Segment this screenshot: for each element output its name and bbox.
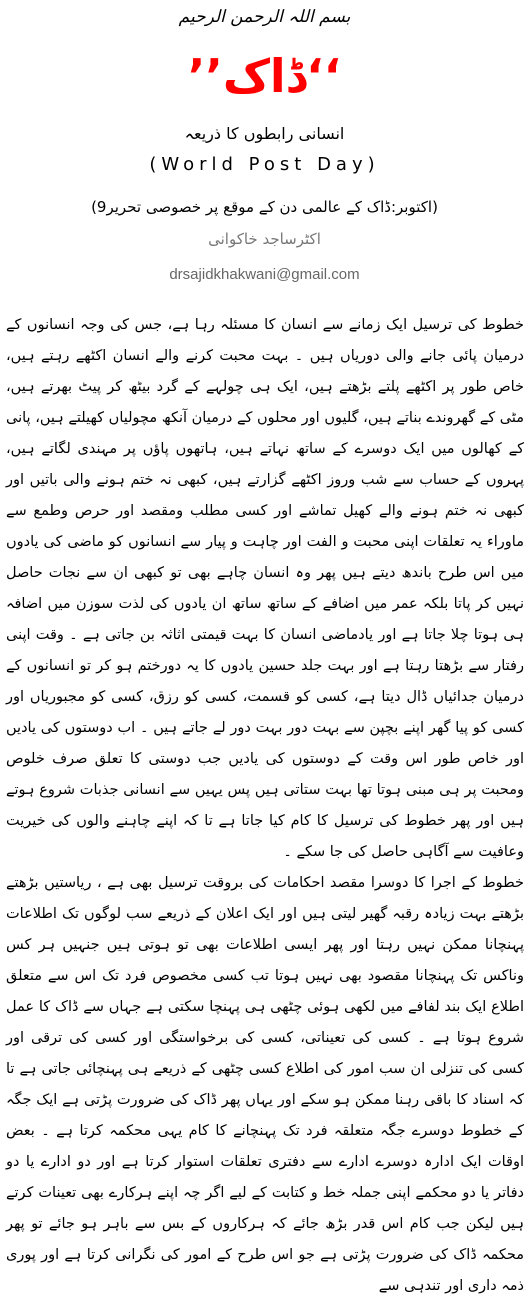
author-name: اکٹرساجد خاکوانی [208,230,321,248]
author-email[interactable]: drsajidkhakwani@gmail.com [169,266,360,283]
english-title: (World Post Day) [149,154,380,175]
article-paragraph: خطوط کی ترسیل ایک زمانے سے انسان کا مسئلہ رہا ہے، جس کی وجہ انسانوں کے درمیان پائی جانے والی دوریاں ہیں ۔ بہت محبت کرنے والے انسان اکٹھے رہتے ہیں، خاص طور پر اکٹھے پلتے بڑھتے ہیں، ایک ہی چولہے کے گرد بیٹھ کر پیٹ بھرتے ہیں، مٹی کے گھروندے بناتے ہیں، گلیوں اور محلوں کے درمیان آنکھ مچولیاں کھیلتے ہیں، پانی کے کھالوں میں ایک دوسرے کے ساتھ نہاتے ہیں، ہاتھوں پاؤں پر مہندی لگاتے ہیں، پہروں کے حساب سے شب وروز اکٹھے گزارتے ہیں، کبھی نہ ختم ہونے والی باتیں اور کبھی نہ ختم ہونے والے کھیل تماشے اور کسی مطلب ومقصد اور حرص وطمع سے ماوراء یہ تعلقات اپنی محبت و الفت اور چاہت و پیار سے انسانوں کو ماضی کی یادوں میں اس طرح باندھ دیتے ہیں پھر وہ انسان چاہے بھی تو کبھی ان سے نجات حاصل نہیں کر پاتا بلکہ عمر میں اضافے کے ساتھ ساتھ ان یادوں کی لذت سوزن میں اضافہ ہی ہوتا چلا جاتا ہے اور یادماضی انسان کا بہت قیمتی اثاثہ بن جاتی ہے ۔ وقت اپنی رفتار سے بڑھتا رہتا ہے اور بہت جلد حسین یادوں کا یہ دورختم ہو کر تو انسانوں کے درمیان جدائیاں ڈال دیتا ہے، کسی کو قسمت، کسی کو رزق، کسی کو مجبوریاں اور کسی کو پیا گھر اپنے بچپن سے بہت دور بہت دور لے جاتے ہیں ۔ اب دوستوں کی یادیں اور خاص طور اس وقت کے دوستوں کی یادیں جب دوستی کا تعلق صرف خلوص ومحبت پر ہی مبنی ہوتا تھا بہت ستاتی ہیں پس یہیں سے انسانی جذبات شروع ہوتے ہیں اور پھر خطوط کی ترسیل کا کام کیا جاتا ہے تا کہ اپنے چاہنے والوں کی خیریت وعافیت سے آگاہی حاصل کی جا سکے ۔ [6,316,524,860]
subtitle: انسانی رابطوں کا ذریعہ [184,124,345,143]
bismillah-heading: بسم اللہ الرحمن الرحیم [178,7,351,27]
article-paragraph: خطوط کے اجرا کا دوسرا مقصد احکامات کی بروقت ترسیل بھی ہے ، ریاستیں بڑھتے بڑھتے بہت زیادہ رقبہ گھیر لیتی ہیں اور ایک اعلان کے ذریعے سب لوگوں تک اطلاعات پہنچانا ممکن نہیں رہتا اور پھر ایسی اطلاعات بھی تو ہوتی ہیں جنہیں ہر کس وناکس تک پہنچانا مقصود بھی نہیں ہوتا تب کسی مخصوص فرد تک اس سے متعلق اطلاع ایک بند لفافے میں لکھی ہوئی چٹھی ہی پہنچا سکتی ہے جہاں سے ڈاک کا عمل شروع ہوتا ہے ۔ کسی کی تعیناتی، کسی کی برخواستگی اور کسی کی ترقی اور کسی کی تنزلی ان سب امور کی اطلاع کسی چٹھی کے ذریعے ہی پہنچائی جاتی ہے تا کہ اسناد کا باقی رہنا ممکن ہو سکے اور یہاں پھر ڈاک کی ضرورت پڑتی ہے ایک جگہ کے خطوط دوسرے جگہ متعلقہ فرد تک پہنچانے کا کام یہی محکمہ کرتا ہے ۔ بعض اوقات ایک ادارہ دوسرے ادارے سے دفتری تعلقات استوار کرتا ہے اور دو ادارے یا دو دفاتر یا دو محکمے اپنی جملہ خط و کتابت کے لیے اگر چہ اپنے ہرکارے بھی تعینات کرتے ہیں لیکن جب کام اس قدر بڑھ جائے کہ ہرکاروں کے بس سے باہر ہو جائے تو پھر محکمہ ڈاک کی ضرورت پڑتی ہے جو اس طرح کے امور کی نگرانی کرتا ہے اور پوری ذمہ داری اور تندہی سے [6,874,524,1294]
occasion-line: (9اکتوبر:ڈاک کے عالمی دن کے موقع پر خصوصی تحریر) [91,198,438,216]
page-title: ’’ڈاک‘‘ [187,49,342,103]
